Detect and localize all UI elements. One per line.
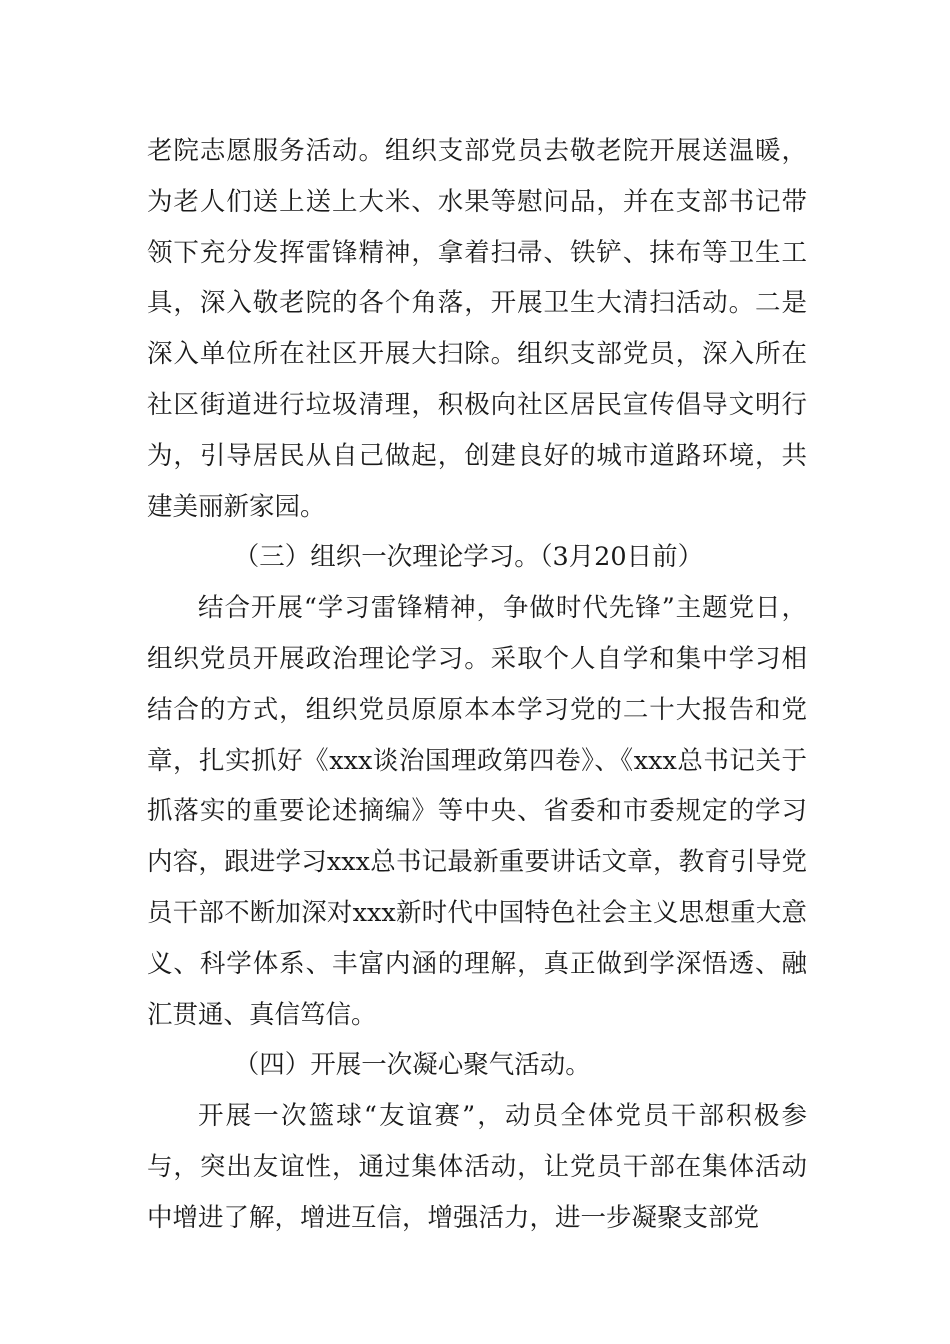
- paragraph-nursing-home-activities: 老院志愿服务活动。组织支部党员去敬老院开展送温暖，为老人们送上送上大米、水果等慰问品，并在支部书记带领下充分发挥雷锋精神，拿着扫帚、铁铲、抹布等卫生工具，深入敬老院的各个角落，开展卫生大清扫活动。二是深入单位所在社区开展大扫除。组织支部党员，深入所在社区街道进行垃圾清理，积极向社区居民宣传倡导文明行为，引导居民从自己做起，创建良好的城市道路环境，共建美丽新家园。: [147, 136, 807, 522]
- section-heading-theory-study: （三）组织一次理论学习。（3月20日前）: [233, 542, 704, 573]
- paragraph-basketball-match: 开展一次篮球“友谊赛”，动员全体党员干部积极参与，突出友谊性，通过集体活动，让党员干部在集体活动中增进了解，增进互信，增强活力，进一步凝聚支部党: [147, 1101, 807, 1233]
- document-body: [147, 126, 807, 1244]
- paragraph-theory-study: 结合开展“学习雷锋精神，争做时代先锋”主题党日，组织党员开展政治理论学习。采取个人自学和集中学习相结合的方式，组织党员原原本本学习党的二十大报告和党章，扎实抓好《xxx谈治国理政第四卷》、《xxx总书记关于抓落实的重要论述摘编》等中央、省委和市委规定的学习内容，跟进学习xxx总书记最新重要讲话文章，教育引导党员干部不断加深对xxx新时代中国特色社会主义思想重大意义、科学体系、丰富内涵的理解，真正做到学深悟透、融汇贯通、真信笃信。: [147, 593, 807, 1030]
- section-heading-cohesion-activity: （四）开展一次凝心聚气活动。: [233, 1050, 591, 1081]
